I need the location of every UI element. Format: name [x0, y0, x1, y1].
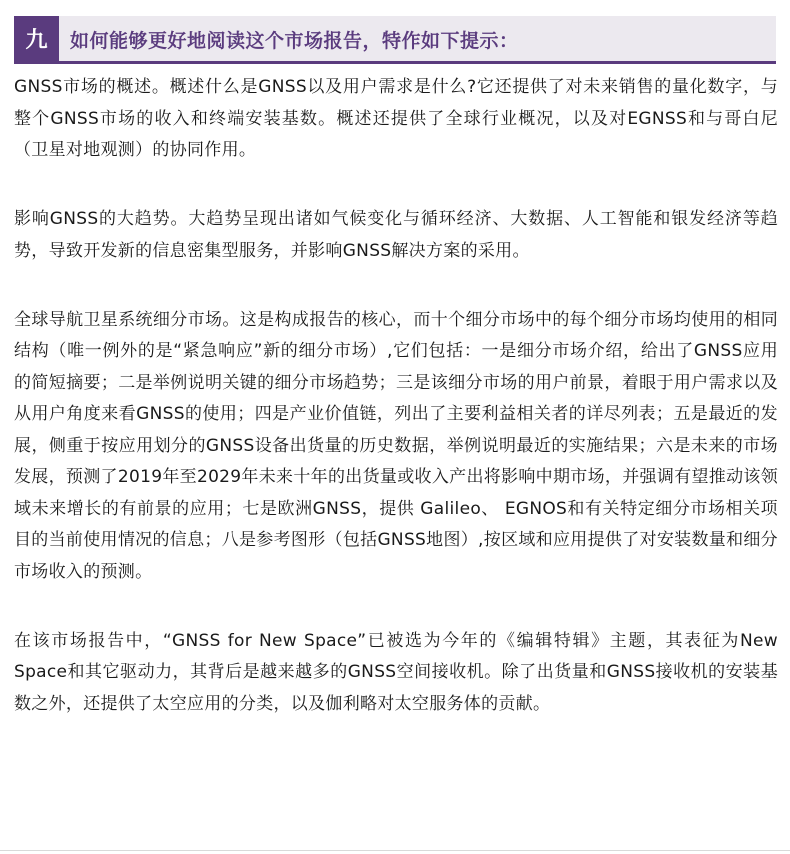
paragraph-overview: GNSS市场的概述。概述什么是GNSS以及用户需求是什么?它还提供了对未来销售的量化数字，与整个GNSS市场的收入和终端安装基数。概述还提供了全球行业概况，以及对EGNSS和与哥白尼（卫星对地观测）的协同作用。: [14, 77, 778, 160]
paragraph-segments: 全球导航卫星系统细分市场。这是构成报告的核心，而十个细分市场中的每个细分市场均使用的相同结构（唯一例外的是“紧急响应”新的细分市场）,它们包括：一是细分市场介绍，给出了GNSS应用的简短摘要；二是举例说明关键的细分市场趋势；三是该细分市场的用户前景，着眼于用户需求以及从用户角度来看GNSS的使用；四是产业价值链，列出了主要利益相关者的详尽列表；五是最近的发展，侧重于按应用划分的GNSS设备出货量的历史数据，举例说明最近的实施结果；六是未来的市场发展，预测了2019年至2029年未来十年的出货量或收入产出将影响中期市场，并强调有望推动该领域未来增长的有前景的应用；七是欧洲GNSS，提供 Galileo、 EGNOS和有关特定细分市场相关项目的当前使用情况的信息；八是参考图形（包括GNSS地图）,按区域和应用提供了对安装数量和细分市场收入的预测。: [14, 309, 778, 582]
article-body: [14, 72, 778, 758]
section-title: 如何能够更好地阅读这个市场报告，特作如下提示：: [70, 30, 519, 52]
section-header: [14, 16, 776, 64]
bottom-divider: [0, 850, 790, 851]
paragraph-editorial-special: 在该市场报告中，“GNSS for New Space”已被选为今年的《编辑特辑》主题，其表征为New Space和其它驱动力，其背后是越来越多的GNSS空间接收机。除了出货量和GNSS接收机的安装基数之外，还提供了太空应用的分类，以及伽利略对太空服务体的贡献。: [14, 630, 778, 714]
section-number-badge: 九: [14, 16, 59, 61]
paragraph-megatrends: 影响GNSS的大趋势。大趋势呈现出诸如气候变化与循环经济、大数据、人工智能和银发经济等趋势，导致开发新的信息密集型服务，并影响GNSS解决方案的采用。: [14, 209, 778, 261]
